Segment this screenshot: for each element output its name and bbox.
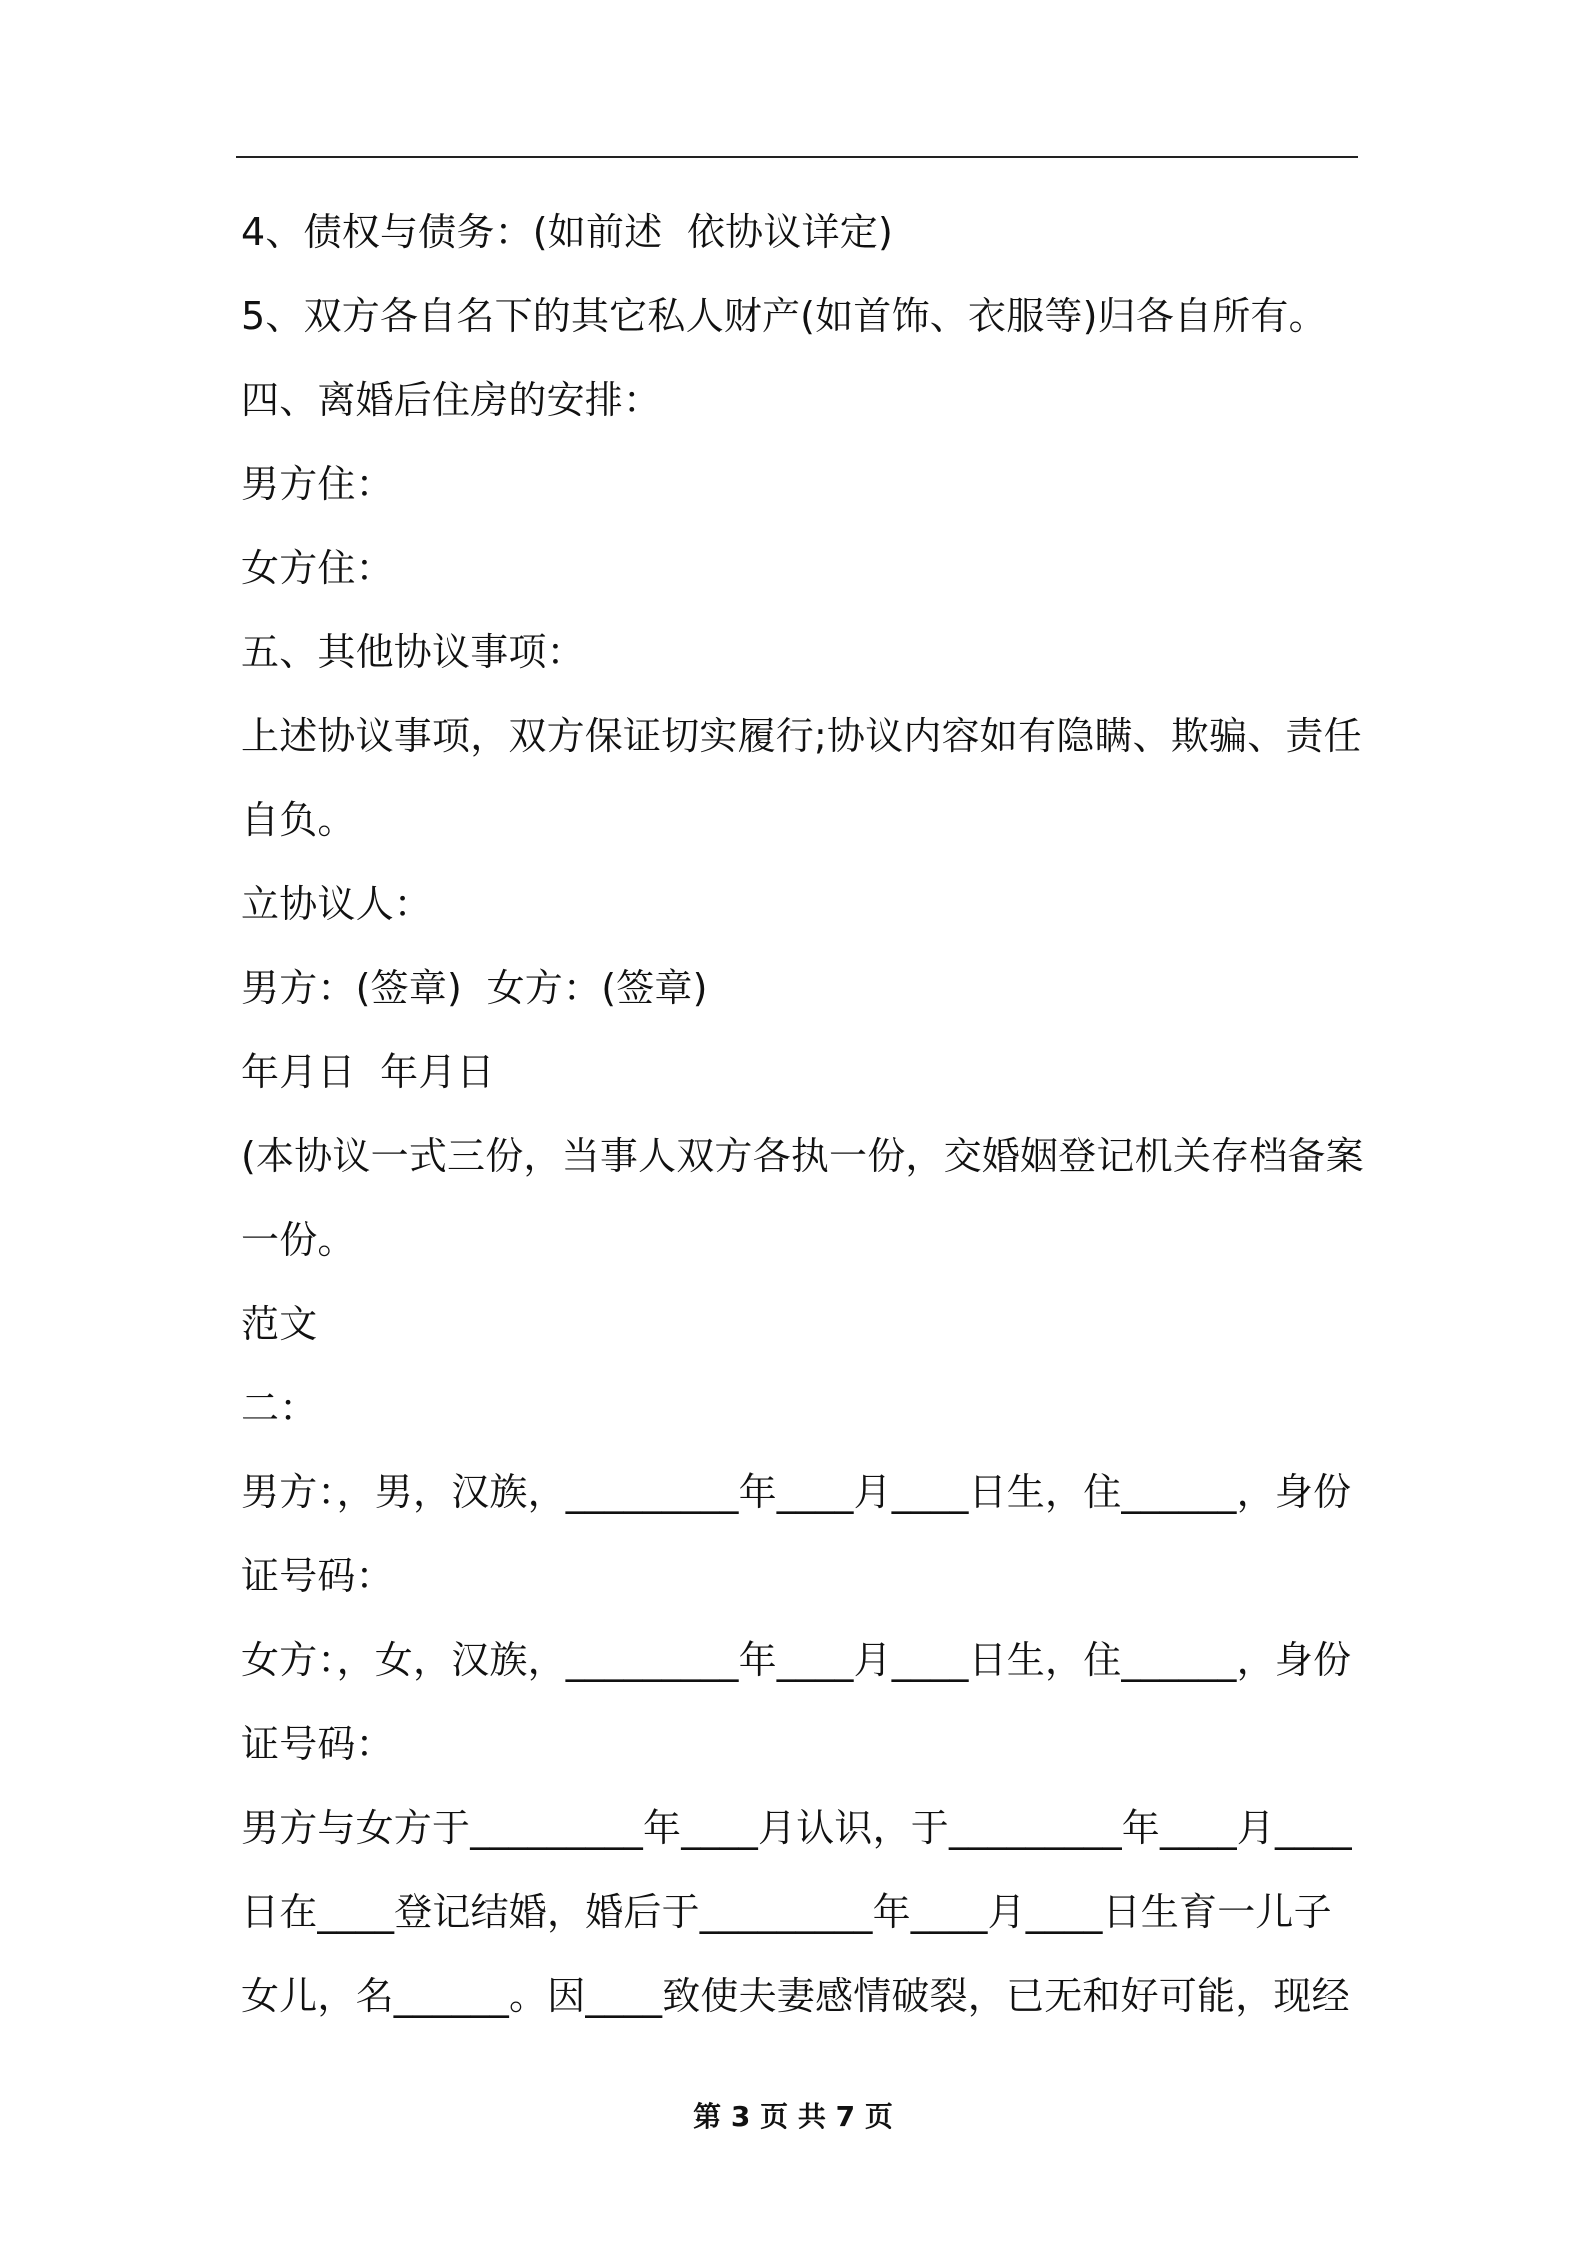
text-line: 男方住： [241,462,394,506]
text-line: 一份。 [241,1218,356,1262]
text-line: 年月日 年月日 [241,1050,495,1094]
text-line: 女方：，女，汉族，_________年____月____日生，住______，身份 [241,1638,1352,1682]
text-line: 自负。 [241,798,356,842]
text-line: 男方：，男，汉族，_________年____月____日生，住______，身份 [241,1470,1352,1514]
text-line: 五、其他协议事项： [241,630,585,674]
text-line: 4、债权与债务：(如前述 依协议详定) [241,210,893,254]
text-line: 男方：(签章) 女方：(签章) [241,966,708,1010]
text-line: 范文 [241,1302,318,1346]
text-line: 日在____登记结婚，婚后于_________年____月____日生育一儿子 [241,1890,1332,1934]
text-line: 女儿，名______。因____致使夫妻感情破裂，已无和好可能，现经 [241,1974,1350,2018]
page-number: 第 3 页 共 7 页 [693,2100,893,2133]
text-line: 立协议人： [241,882,433,926]
header-rule [236,156,1358,158]
text-line: 证号码： [241,1722,394,1766]
text-line: 上述协议事项，双方保证切实履行;协议内容如有隐瞒、欺骗、责任 [241,714,1362,758]
text-line: 女方住： [241,546,394,590]
text-line: 证号码： [241,1554,394,1598]
text-line: (本协议一式三份，当事人双方各执一份，交婚姻登记机关存档备案 [241,1134,1364,1178]
document-body [241,190,1366,2038]
text-line: 男方与女方于_________年____月认识，于_________年____月____ [241,1806,1352,1850]
text-line: 四、离婚后住房的安排： [241,378,662,422]
text-line: 5、双方各自名下的其它私人财产(如首饰、衣服等)归各自所有。 [241,294,1327,338]
text-line: 二： [241,1386,318,1430]
